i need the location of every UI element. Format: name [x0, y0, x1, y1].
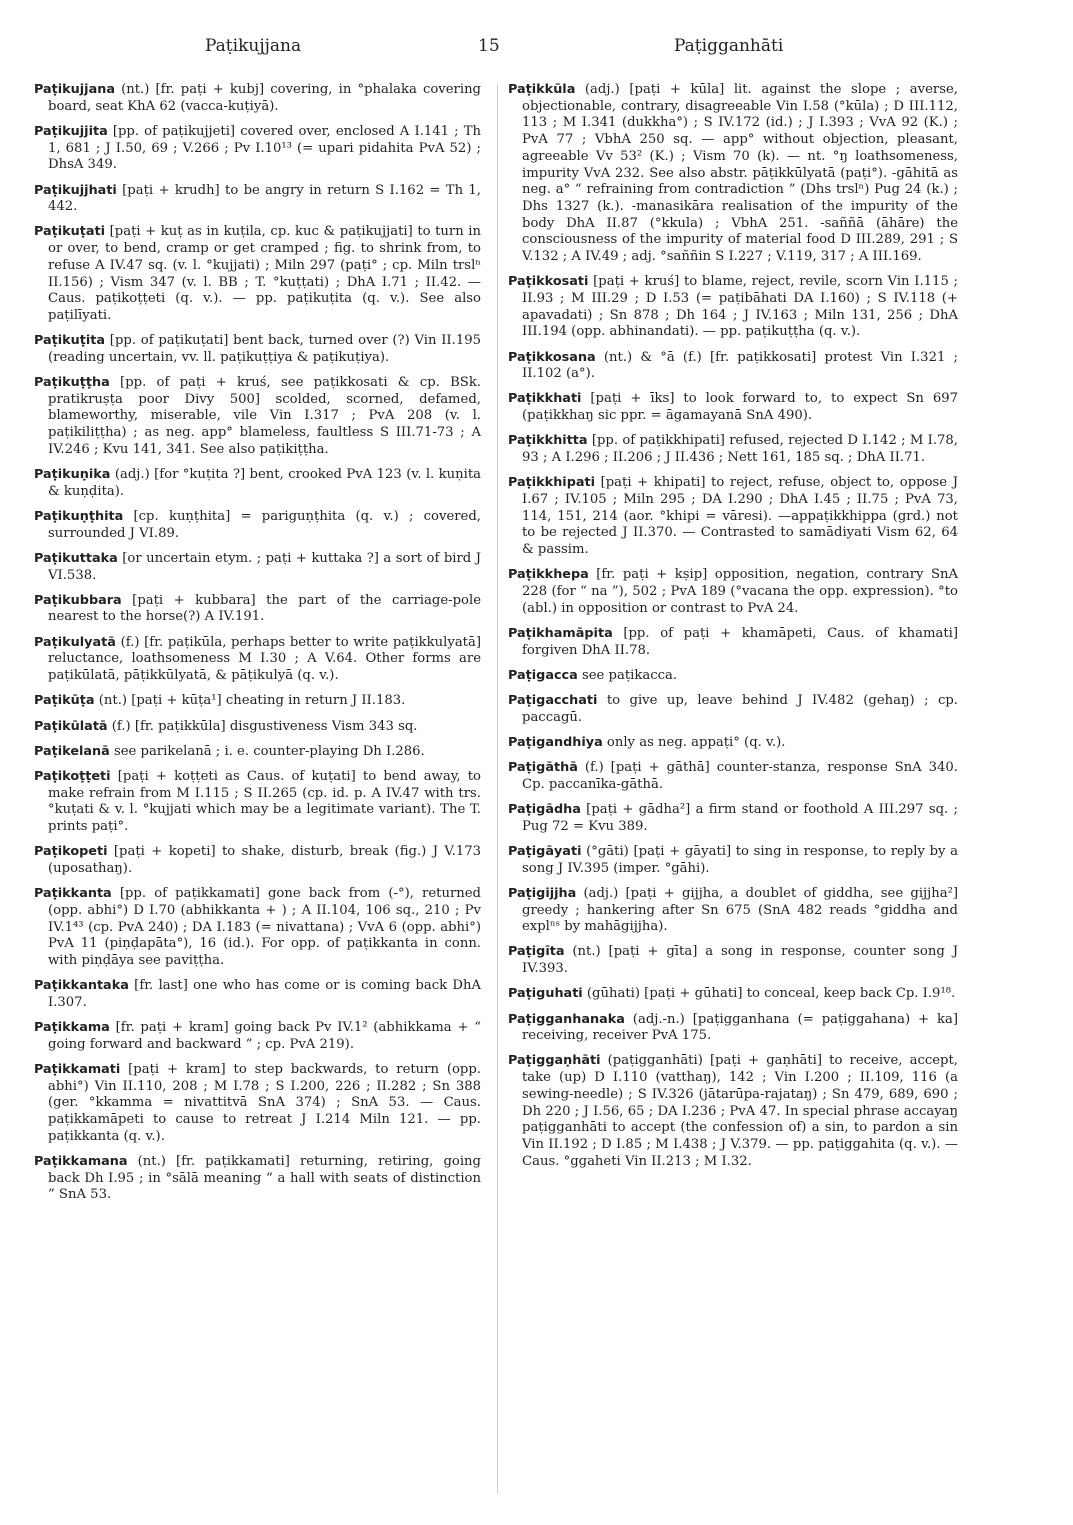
entry-headword: Paṭigāthā [508, 760, 578, 776]
entry-definition: [pp. of paṭikujjeti] covered over, enclosed A I.141 ; Th 1, 681 ; J I.50, 69 ; V.266 ; Pv I.10¹³ (= upari pidahita PvA 52) ; DhsA 349. [48, 123, 481, 173]
entry-headword: Paṭikujjana [34, 82, 115, 97]
entry-headword: Paṭigijjha [508, 885, 577, 901]
dictionary-entry [508, 760, 958, 793]
dictionary-entry [34, 467, 481, 500]
entry-definition: (nt.) [fr. paṭi + kubj] covering, in °phalaka covering board, seat KhA 62 (vacca-kuṭiyā). [48, 82, 481, 114]
entry-definition: [paṭi + īks] to look forward to, to expect Sn 697 (paṭikkhaŋ sic ppr. = āgamayanā SnA 490). [522, 391, 958, 424]
entry-definition: to give up, leave behind J IV.482 (gehaŋ) ; cp. paccagū. [522, 693, 958, 725]
entry-definition: only as neg. appaṭi° (q. v.). [602, 734, 786, 750]
right-column [508, 82, 958, 1179]
entry-headword: Paṭikuṭati [34, 224, 106, 240]
entry-headword: Paṭigīta [508, 944, 565, 960]
entry-headword: Paṭikūṭa [34, 693, 95, 709]
entry-headword: Paṭikhamāpita [508, 625, 613, 641]
entry-definition: (nt.) [paṭi + kūṭa¹] cheating in return J II.183. [94, 693, 406, 709]
dictionary-entry [508, 735, 958, 752]
entry-headword: Paṭikulyatā [34, 634, 116, 650]
entry-definition: [pp. of paṭikkhipati] refused, rejected D I.142 ; M I.78, 93 ; A I.296 ; II.206 ; J II.436 ; Nett 161, 185 sq. ; DhA II.71. [522, 433, 958, 466]
entry-definition: (nt.) [paṭi + gīta] a song in response, counter song J IV.393. [522, 944, 958, 977]
entry-headword: Paṭigandhiya [508, 734, 603, 750]
dictionary-entry [508, 82, 958, 266]
entry-definition: [paṭi + kopeti] to shake, disturb, break (fig.) J V.173 (uposathaŋ). [48, 844, 481, 876]
entry-headword: Paṭigacchati [508, 693, 598, 708]
entry-definition: [cp. kuṇṭhita] = pariguṇṭhita (q. v.) ; covered, surrounded J VI.89. [48, 508, 481, 541]
header-left-word: Paṭikujjana [205, 36, 302, 56]
entry-headword: Paṭikujjita [34, 123, 108, 139]
entry-definition: [paṭi + krudh] to be angry in return S I.162 = Th 1, 442. [48, 182, 481, 215]
entry-definition: [fr. paṭi + kram] going back Pv IV.1² (abhikkama + “ going forward and backward ” ; cp. PvA 219). [48, 1020, 481, 1052]
page-number: 15 [478, 36, 500, 56]
entry-definition: [paṭi + gādha²] a firm stand or foothold A III.297 sq. ; Pug 72 = Kvu 389. [522, 802, 958, 834]
entry-definition: (gūhati) [paṭi + gūhati] to conceal, keep back Cp. I.9¹⁸. [582, 986, 956, 1002]
entry-headword: Paṭikkhitta [508, 433, 588, 449]
entry-definition: [paṭi + koṭṭeti as Caus. of kuṭati] to bend away, to make refrain from M I.115 ; S II.265 (cp. id. p. A IV.47 with trs. °kuṭati & v. l. °kujjati which may be a legitimate variant). The T. prints paṭi°. [48, 768, 481, 835]
entry-definition: (nt.) [fr. paṭikkamati] returning, retiring, going back Dh I.95 ; in °sālā meaning “ a hall with seats of distinction ” SnA 53. [48, 1153, 481, 1203]
dictionary-entry [508, 944, 958, 977]
entry-headword: Paṭikuṭita [34, 333, 106, 349]
dictionary-entry [34, 719, 481, 736]
dictionary-entry [34, 635, 481, 685]
entry-definition: (f.) [paṭi + gāthā] counter-stanza, response SnA 340. Cp. paccanīka-gāthā. [522, 760, 958, 792]
dictionary-entry [34, 124, 481, 174]
header-right-word: Paṭigganhāti [674, 36, 784, 56]
dictionary-entry [34, 978, 481, 1011]
entry-definition: [pp. of paṭi + kruś, see paṭikkosati & cp. BSk. pratikruṣṭa poor Divy 500] scolded, scorned, defamed, blameworthy, miserable, vile Vin I.317 ; PvA 208 (v. l. paṭikiliṭṭha) ; as neg. app° blameless, faultless S III.71-73 ; A IV.246 ; Kvu 141, 341. See also paṭikiṭṭha. [48, 375, 481, 457]
entry-headword: Paṭigādha [508, 802, 581, 818]
entry-definition: [pp. of paṭikkamati] gone back from (-°), returned (opp. abhi°) D I.70 (abhikkanta + ) ; A II.104, 106 sq., 210 ; Pv IV.1⁴³ (cp. PvA 240) ; DA I.183 (= nivattana) ; VvA 6 (opp. abhi°) PvA 11 (piṇḍapāta°), 16 (id.). For opp. of paṭikkanta in conn. with piṇḍāya see paviṭṭha. [48, 886, 481, 968]
dictionary-entry [34, 509, 481, 542]
entry-headword: Paṭikkhipati [508, 475, 595, 491]
entry-headword: Paṭikuṭṭha [34, 375, 110, 391]
entry-definition: (adj.-n.) [paṭigganhana (= paṭiggahana) + ka] receiving, receiver PvA 175. [522, 1011, 958, 1044]
entry-headword: Paṭiguhati [508, 986, 583, 1002]
entry-headword: Paṭikkama [34, 1020, 110, 1036]
entry-definition: (f.) [fr. paṭikūla, perhaps better to write paṭikkulyatā] reluctance, loathsomeness M I.30 ; A V.64. Other forms are paṭikūlatā, pāṭikkūlyatā, & pāṭikulyā (q. v.). [48, 634, 481, 684]
dictionary-entry [34, 1020, 481, 1053]
entry-definition: [paṭi + kram] to step backwards, to return (opp. abhi°) Vin II.110, 208 ; M I.78 ; S I.200, 226 ; II.282 ; Sn 388 (ger. °kkamma = nivattitvā SnA 374) ; SnA 53. — Caus. paṭikkamāpeti to cause to retreat J I.214 Miln 121. — pp. paṭikkanta (q. v.). [48, 1061, 481, 1144]
entry-headword: Paṭigganhanaka [508, 1011, 625, 1027]
dictionary-entry [508, 1012, 958, 1045]
dictionary-entry [34, 769, 481, 836]
entry-headword: Paṭikkamati [34, 1061, 121, 1077]
entry-definition: (adj.) [for °kuṭita ?] bent, crooked PvA 123 (v. l. kuṇita & kuṇḍita). [48, 467, 481, 499]
dictionary-entry [34, 593, 481, 626]
entry-headword: Paṭikkosati [508, 274, 589, 290]
column-divider [497, 84, 498, 1494]
dictionary-entry [34, 183, 481, 216]
dictionary-entry [34, 333, 481, 366]
entry-headword: Paṭikūlatā [34, 718, 108, 734]
entry-headword: Paṭikkhati [508, 391, 582, 407]
entry-definition: (paṭigganhāti) [paṭi + gaṇhāti] to receive, accept, take (up) D I.110 (vatthaŋ), 142 ; Vin I.200 ; II.109, 116 (a sewing-needle) ; S IV.326 (jātarūpa-rajataŋ) ; Sn 479, 689, 690 ; Dh 220 ; J I.56, 65 ; DA I.236 ; PvA 47. In special phrase accayaŋ paṭigganhāti to accept (the confession of) a sin, to pardon a sin Vin II.192 ; D I.85 ; M I.438 ; J V.379. — pp. paṭiggahita (q. v.). — Caus. °ggaheti Vin II.213 ; M I.32. [522, 1053, 958, 1169]
entry-definition: (adj.) [paṭi + gijjha, a doublet of giddha, see gijjha²] greedy ; hankering after Sn 675 (SnA 482 reads °giddha and explⁿˢ by mahāgijjha). [522, 885, 958, 935]
entry-headword: Paṭikoṭṭeti [34, 768, 111, 784]
dictionary-entry [508, 475, 958, 559]
dictionary-entry [508, 693, 958, 726]
entry-definition: [paṭi + kubbara] the part of the carriage-pole nearest to the horse(?) A IV.191. [48, 592, 481, 625]
dictionary-entry [508, 844, 958, 877]
entry-definition: [pp. of paṭi + khamāpeti, Caus. of khamati] forgiven DhA II.78. [522, 625, 958, 658]
entry-headword: Paṭikkhepa [508, 567, 589, 583]
entry-definition: [fr. paṭi + kṣip] opposition, negation, contrary SnA 228 (for “ na ”), 502 ; PvA 189 (°vacana the opp. expression). °to (abl.) in opposition or contrast to PvA 24. [522, 567, 958, 616]
entry-definition: [paṭi + kuṭ as in kuṭila, cp. kuc & paṭikujjati] to turn in or over, to bend, cramp or get cramped ; fig. to shrink from, to refuse A IV.47 sq. (v. l. °kujjati) ; Miln 297 (paṭi° ; cp. Miln trslⁿ II.156) ; Vism 347 (v. l. BB ; T. °kuṭṭati) ; DhA I.71 ; II.42. — Caus. paṭikoṭṭeti (q. v.). — pp. paṭikuṭita (q. v.). See also paṭilīyati. [48, 224, 481, 323]
entry-definition: (adj.) [paṭi + kūla] lit. against the slope ; averse, objectionable, contrary, disagreeable Vin I.58 (°kūla) ; D III.112, 113 ; M I.341 (dukkha°) ; S IV.172 (id.) ; J I.393 ; VvA 92 (K.) ; PvA 77 ; VbhA 250 sq. — app° without objection, pleasant, agreeable Vv 53² (K.) ; Vism 70 (k). — nt. °ŋ loathsomeness, impurity VvA 232. See also abstr. pāṭikkūlyatā (paṭi°). -gāhitā as neg. a° “ refraining from contradiction ” (Dhs trslⁿ) Pug 24 (k.) ; Dhs 1327 (k.). -manasikāra realisation of the impurity of the body DhA II.87 (°kkula) ; VbhA 251. -saññā (āhāre) the consciousness of the impurity of material food D III.289, 291 ; S V.132 ; A IV.49 ; adj. °saññin S I.227 ; V.119, 317 ; A III.169. [522, 82, 958, 265]
entry-definition: (°gāti) [paṭi + gāyati] to sing in response, to reply by a song J IV.395 (imper. °gāhi). [522, 843, 958, 876]
entry-headword: Paṭikkūla [508, 82, 576, 97]
dictionary-entry [34, 551, 481, 584]
entry-definition: see paṭikacca. [577, 667, 678, 683]
entry-definition: (f.) [fr. paṭikkūla] disgustiveness Vism 343 sq. [107, 718, 418, 734]
entry-headword: Paṭiggaṇhāti [508, 1053, 601, 1069]
dictionary-entry [34, 886, 481, 970]
dictionary-entry [508, 986, 958, 1003]
entry-definition: [or uncertain etym. ; paṭi + kuttaka ?] a sort of bird J VI.538. [48, 550, 481, 583]
entry-headword: Paṭikkantaka [34, 978, 129, 994]
dictionary-entry [508, 350, 958, 383]
entry-headword: Paṭikuttaka [34, 550, 118, 566]
dictionary-entry [508, 886, 958, 936]
entry-headword: Paṭikuṇṭhita [34, 508, 124, 524]
entry-headword: Paṭikkamana [34, 1153, 128, 1169]
entry-headword: Paṭikuṇika [34, 467, 111, 483]
dictionary-entry [34, 1062, 481, 1146]
entry-definition: [pp. of paṭikuṭati] bent back, turned over (?) Vin II.195 (reading uncertain, vv. ll. paṭikuṭṭiya & paṭikuṭiya). [48, 333, 481, 365]
dictionary-entry [34, 844, 481, 877]
entry-headword: Paṭikkanta [34, 886, 112, 902]
dictionary-entry [508, 433, 958, 466]
dictionary-entry [508, 391, 958, 424]
left-column [34, 82, 481, 1213]
entry-headword: Paṭikubbara [34, 592, 122, 608]
dictionary-entry [508, 567, 958, 617]
entry-headword: Paṭikujjhati [34, 182, 117, 198]
dictionary-entry [508, 668, 958, 685]
dictionary-entry [34, 82, 481, 115]
entry-headword: Paṭikelanā [34, 743, 110, 759]
entry-definition: [fr. last] one who has come or is coming back DhA I.307. [48, 978, 481, 1010]
dictionary-entry [34, 693, 481, 710]
dictionary-entry [34, 224, 481, 324]
dictionary-entry [508, 1053, 958, 1170]
entry-headword: Paṭikopeti [34, 844, 108, 860]
dictionary-entry [34, 375, 481, 459]
dictionary-entry [34, 1154, 481, 1204]
entry-definition: (nt.) & °ā (f.) [fr. paṭikkosati] protest Vin I.321 ; II.102 (a°). [522, 349, 958, 382]
dictionary-entry [508, 802, 958, 835]
dictionary-entry [34, 744, 481, 761]
entry-headword: Paṭikkosana [508, 349, 596, 365]
entry-definition: see parikelanā ; i. e. counter-playing Dh I.286. [109, 743, 425, 759]
entry-definition: [paṭi + khipati] to reject, refuse, object to, oppose J I.67 ; IV.105 ; Miln 295 ; DA I.290 ; DhA I.45 ; II.75 ; PvA 73, 114, 151, 214 (aor. °khipi = vāresi). —appaṭikkhippa (grd.) not to be rejected J II.370. — Contrasted to samādiyati Vism 62, 64 & passim. [522, 475, 958, 558]
dictionary-entry [508, 274, 958, 341]
entry-headword: Paṭigāyati [508, 843, 582, 859]
entry-headword: Paṭigacca [508, 667, 578, 683]
entry-definition: [paṭi + kruś] to blame, reject, revile, scorn Vin I.115 ; II.93 ; M III.29 ; D I.53 (= paṭibāhati DA I.160) ; S IV.118 (+ apavadati) ; Sn 878 ; Dh 164 ; J IV.163 ; Miln 131, 256 ; DhA III.194 (opp. abhinandati). — pp. paṭikuṭṭha (q. v.). [522, 274, 958, 340]
dictionary-entry [508, 626, 958, 659]
page-header [0, 34, 1073, 64]
